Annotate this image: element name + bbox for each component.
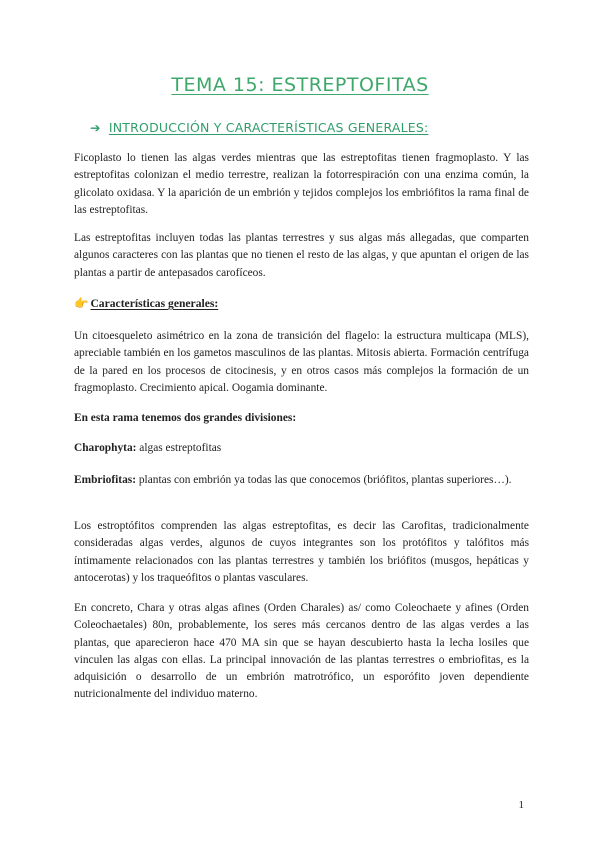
- section-heading-text: INTRODUCCIÓN Y CARACTERÍSTICAS GENERALES:: [108, 120, 429, 135]
- charophyta-term: Charophyta:: [74, 442, 137, 454]
- paragraph-6: [74, 472, 529, 489]
- paragraph-2: Las estreptofitas incluyen todas las plantas terrestres y sus algas más allegadas, que comparten algunos caracteres con las plantas que no tienen el resto de las algas, y que apuntan el origen de las plantas a partir de antepasados carofíceos.: [74, 232, 529, 279]
- characteristics-heading-text: Características generales:: [90, 297, 219, 310]
- paragraph-4: En esta rama tenemos dos grandes divisiones:: [74, 412, 297, 424]
- paragraph-3: Un citoesqueleto asimétrico en la zona de transición del flagelo: la estructura multicapa (MLS), apreciable también en los gametos masculinos de las plantas. Mitosis abierta. Formación centrífuga de la pared en los procesos de citocinesis, y en otros casos más complejos la formación de un fragmoplasto. Crecimiento apical. Oogamia dominante.: [74, 330, 529, 394]
- paragraph-7: Los estroptófitos comprenden las algas estreptofitas, es decir las Carofitas, tradicionalmente consideradas algas verdes, algunos de cuyos integrantes son los protófitos y talófitos más íntimamente relacionados con las plantas terrestres y también los briófitos (musgos, hepáticas y antocerotas) y los traqueófitos o plantas vasculares.: [74, 520, 529, 584]
- page-title: TEMA 15: ESTREPTOFITAS: [171, 74, 429, 96]
- paragraph-8: En concreto, Chara y otras algas afines (Orden Charales) as/ como Coleochaete y afines (Orden Coleochaetales) 80n, probablemente, los seres más cercanos dentro de las algas verdes a las plantas, que aparecieron hace 470 MA sin que se hayan descubierto hasta la lecha losiles que vinculen las algas con ellas. La principal innovación de las plantas terrestres o embriofitas, es la adquisición o desarrollo de un embrión matrotrófico, un esporófito joven dependiente nutricionalmente del individuo materno.: [74, 602, 529, 701]
- characteristics-heading: [74, 296, 218, 310]
- pointing-hand-icon: 👉: [74, 297, 89, 310]
- paragraph-5: [74, 440, 529, 457]
- section-heading: [90, 120, 428, 135]
- arrow-right-icon: ➔: [90, 120, 101, 135]
- page-number: 1: [518, 799, 524, 811]
- paragraph-1: Ficoplasto lo tienen las algas verdes mientras que las estreptofitas tienen fragmoplasto. Y las estreptofitas colonizan el medio terrestre, realizan la fotorrespiración con una enzima común, la glicolato oxidasa. Y la aparición de un embrión y tejidos complejos los embriófitos la rama final de las estreptofitas.: [74, 152, 529, 216]
- embriofitas-text: plantas con embrión ya todas las que conocemos (briófitos, plantas superiores…).: [136, 474, 512, 486]
- charophyta-text: algas estreptofitas: [136, 442, 222, 454]
- embriofitas-term: Embriofitas:: [74, 474, 137, 486]
